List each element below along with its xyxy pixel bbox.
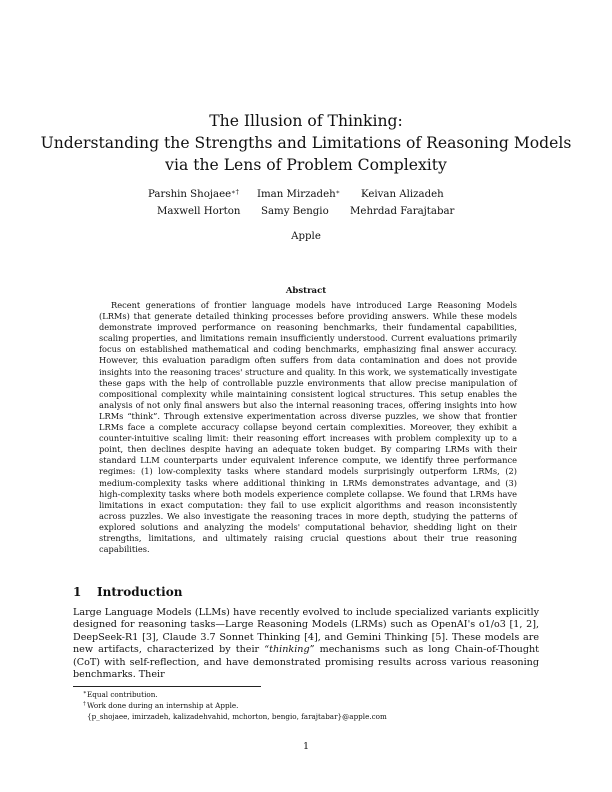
emphasis: thinking (269, 644, 310, 656)
author: Keivan Alizadeh (361, 189, 444, 200)
page-number: 1 (302, 741, 310, 752)
footnotes (73, 690, 387, 722)
footnote: ∗ Equal contribution. (83, 690, 158, 699)
author: Maxwell Horton (157, 206, 241, 217)
section-title: Introduction (97, 585, 183, 599)
footnote-emails: {p_shojaee, imirzadeh, kalizadehvahid, mchorton, bengio, farajtabar}@apple.com (87, 711, 387, 721)
title-line: via the Lens of Problem Complexity (165, 156, 447, 174)
abstract-body (99, 300, 517, 555)
paper-title (0, 110, 612, 176)
abstract-heading: Abstract (285, 286, 327, 296)
title-line: Understanding the Strengths and Limitations of Reasoning Models (40, 134, 572, 152)
footnote-rule (73, 686, 261, 687)
affiliation: Apple (291, 231, 321, 242)
section-number: 1 (73, 585, 82, 599)
footnote: † Work done during an internship at Apple. (83, 700, 239, 710)
author: Parshin Shojaee∗† (148, 188, 239, 200)
author: Samy Bengio (261, 206, 329, 217)
author: Mehrdad Farajtabar (350, 206, 455, 217)
intro-paragraph: Large Language Models (LLMs) have recently evolved to include specialized variants explicitly designed for reasoning tasks—Large Reasoning Models (LRMs) such as OpenAI's o1/o3 [1, 2], DeepSeek-R1 [3], Claude 3.7 Sonnet Thinking [4], and Gemini Thinking [5]. These models are new artifacts, characterized by their “thinking” mechanisms such as long Chain-of-Thought (CoT) with self-reflection, and have demonstrated promising results across various reasoning benchmarks. Their (73, 607, 539, 681)
abstract-text: Recent generations of frontier language models have introduced Large Reasoning Models (LRMs) that generate detailed thinking processes before providing answers. While these models demonstrate improved performance on reasoning benchmarks, their fundamental capabilities, scaling properties, and limitations remain insufficiently understood. Current evaluations primarily focus on established mathematical and coding benchmarks, emphasizing final answer accuracy. However, this evaluation paradigm often suffers from data contamination and does not provide insights into the reasoning traces' structure and quality. In this work, we systematically investigate these gaps with the help of controllable puzzle environments that allow precise manipulation of compositional complexity while maintaining consistent logical structures. This setup enables the analysis of not only final answers but also the internal reasoning traces, offering insights into how LRMs “think”. Through extensive experimentation across diverse puzzles, we show that frontier LRMs face a complete accuracy collapse beyond certain complexities. Moreover, they exhibit a counter-intuitive scaling limit: their reasoning effort increases with problem complexity up to a point, then declines despite having an adequate token budget. By comparing LRMs with their standard LLM counterparts under equivalent inference compute, we identify three performance regimes: (1) low-complexity tasks where standard models surprisingly outperform LRMs, (2) medium-complexity tasks where additional thinking in LRMs demonstrates advantage, and (3) high-complexity tasks where both models experience complete collapse. We found that LRMs have limitations in exact computation: they fail to use explicit algorithms and reason inconsistently across puzzles. We also investigate the reasoning traces in more depth, studying the patterns of explored solutions and analyzing the models' computational behavior, shedding light on their strengths, limitations, and ultimately raising crucial questions about their true reasoning capabilities. (99, 300, 517, 555)
author: Iman Mirzadeh∗ (257, 188, 341, 200)
section-heading (73, 585, 182, 599)
title-line: The Illusion of Thinking: (209, 112, 403, 130)
